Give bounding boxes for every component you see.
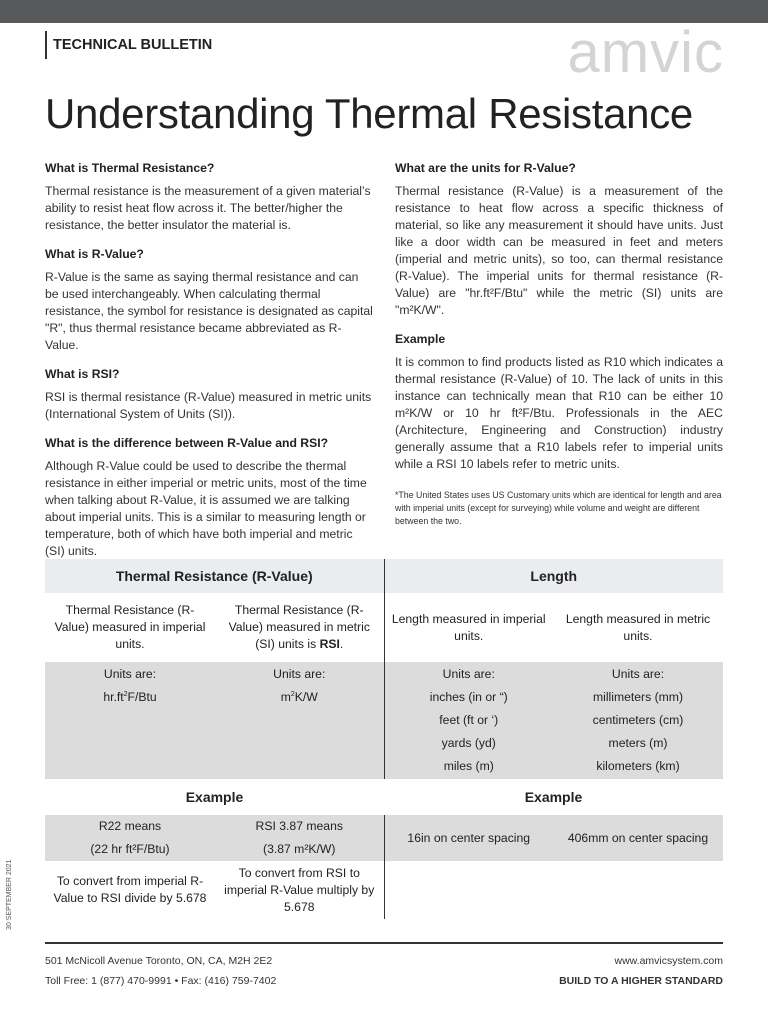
convert-to-r: To convert from RSI to imperial R-Value multiply by 5.678 — [224, 865, 375, 914]
metric-length-units — [553, 662, 723, 779]
footer-tagline: BUILD TO A HIGHER STANDARD — [559, 975, 723, 987]
metric-unit: $m^2K/W$ — [280, 690, 318, 704]
metric-thermal-units — [215, 662, 384, 779]
section-heading: What is RSI? — [45, 367, 120, 381]
length-unit: centimeters (cm) — [592, 713, 684, 727]
length-unit: millimeters (mm) — [592, 690, 684, 704]
desc-metric-thermal — [215, 593, 384, 662]
rsi-example — [215, 815, 384, 861]
section-heading: What is the difference between R-Value and RSI? — [45, 436, 329, 450]
section-heading: What is Thermal Resistance? — [45, 161, 215, 175]
section-heading: What is R-Value? — [45, 247, 144, 261]
length-unit: feet (ft or ‘) — [439, 713, 499, 727]
section-heading: Example — [395, 332, 446, 346]
units-are-label: Units are: — [611, 667, 665, 681]
imperial-length-units — [384, 662, 553, 779]
footnote: *The United States uses US Customary units which are identical for length and area with imperial units (except for surveying) while volume and weight are different between the two. — [395, 490, 722, 526]
spacing-imperial: 16in on center spacing — [384, 815, 553, 861]
imperial-thermal-units — [45, 662, 215, 779]
rsi-value: (3.87 m²K/W) — [263, 842, 336, 856]
units-are-label: Units are: — [103, 667, 157, 681]
length-unit: inches (in or “) — [429, 690, 508, 704]
desc-imperial-thermal: Thermal Resistance (R-Value) measured in imperial units. — [54, 603, 206, 651]
r22-example — [45, 815, 215, 861]
thermal-header: Thermal Resistance (R-Value) — [45, 559, 384, 593]
r22-means: R22 means — [98, 819, 162, 833]
footer-rule — [45, 942, 723, 944]
units-are-label: Units are: — [273, 667, 326, 681]
spacing-metric: 406mm on center spacing — [567, 831, 709, 845]
section-body: RSI is thermal resistance (R-Value) measured in metric units (International System of Units (SI)). — [45, 390, 372, 421]
empty-cell — [553, 861, 723, 919]
desc-metric-thermal-prefix: Thermal Resistance (R-Value) measured in metric (SI) units is — [228, 603, 370, 651]
length-unit: yards (yd) — [441, 736, 496, 750]
footer-web-block — [559, 951, 723, 991]
side-date: 30 SEPTEMBER 2021 — [6, 859, 13, 930]
units-are-label: Units are: — [442, 667, 495, 681]
footer-address: 501 McNicoll Avenue Toronto, ON, CA, M2H 2E2 — [45, 955, 273, 967]
footer-website[interactable]: www.amvicsystem.com — [614, 955, 723, 967]
right-column — [395, 160, 723, 540]
section-body: It is common to find products listed as R10 which indicates a thermal resistance (R-Value) of 10. The lack of units in this instance can technically mean that R10 can be either 10 m²K/W or 10 hr ft²F/Btu. Professionals in the AEC (Architecture, Engineering and Construction) industry generally assume that a R10 labels refer to imperial units while a RSI 10 labels refer to metric units. — [395, 355, 723, 471]
desc-length-imperial: Length measured in imperial units. — [384, 593, 553, 662]
desc-metric-thermal-suffix: . — [339, 637, 344, 651]
convert-to-rsi: To convert from imperial R-Value to RSI divide by 5.678 — [53, 874, 207, 905]
length-unit: kilometers (km) — [596, 759, 680, 773]
desc-metric-thermal-bold: RSI — [319, 637, 340, 651]
amvic-logo: amvic — [567, 20, 724, 85]
r22-value: (22 hr ft²F/Btu) — [90, 842, 170, 856]
empty-cell — [384, 861, 553, 919]
length-unit: miles (m) — [443, 759, 494, 773]
bulletin-label: TECHNICAL BULLETIN — [45, 31, 212, 59]
comparison-table — [45, 559, 723, 919]
length-unit: meters (m) — [608, 736, 668, 750]
section-heading: What are the units for R-Value? — [395, 161, 576, 175]
imperial-unit: $hr.ft^2F$/Btu — [103, 690, 157, 704]
thermal-example-header: Example — [45, 779, 384, 815]
page-title: Understanding Thermal Resistance — [45, 90, 693, 137]
length-example-header: Example — [384, 779, 723, 815]
left-column — [45, 160, 373, 572]
section-body: Although R-Value could be used to describe the thermal resistance in either imperial or metric units, most of the time when talking about R-Value, it is assumed we are talking about imperial units. This is a similar to measuring length or temperature, both of which have both imperial and metric (SI) units. — [45, 459, 367, 558]
length-header: Length — [384, 559, 723, 593]
footer-phones: Toll Free: 1 (877) 470-9991 • Fax: (416) 759-7402 — [45, 975, 277, 987]
footer-address-block — [45, 951, 276, 991]
section-body: Thermal resistance is the measurement of a given material’s ability to resist heat flow across it. The better/higher the resistance, the better insulator the material is. — [45, 184, 371, 232]
section-body: Thermal resistance (R-Value) is a measurement of the resistance to heat flow across a specific thickness of material, so like any measurement it should have units. Just like a door width can be measured in feet and meters (imperial and metric units), so too, can thermal resistance (R-Value). The imperial units for thermal resistance (R-Value) are "hr.ft²F/Btu" while the metric (SI) units are "m²K/W". — [395, 184, 723, 317]
section-body: R-Value is the same as saying thermal resistance and can be used interchangeably. When calculating thermal resistance, the symbol for resistance is designated as capital "R", thus thermal resistance became abbreviated as R-Value. — [45, 270, 373, 352]
rsi-means: RSI 3.87 means — [255, 819, 343, 833]
desc-length-metric: Length measured in metric units. — [565, 611, 711, 643]
